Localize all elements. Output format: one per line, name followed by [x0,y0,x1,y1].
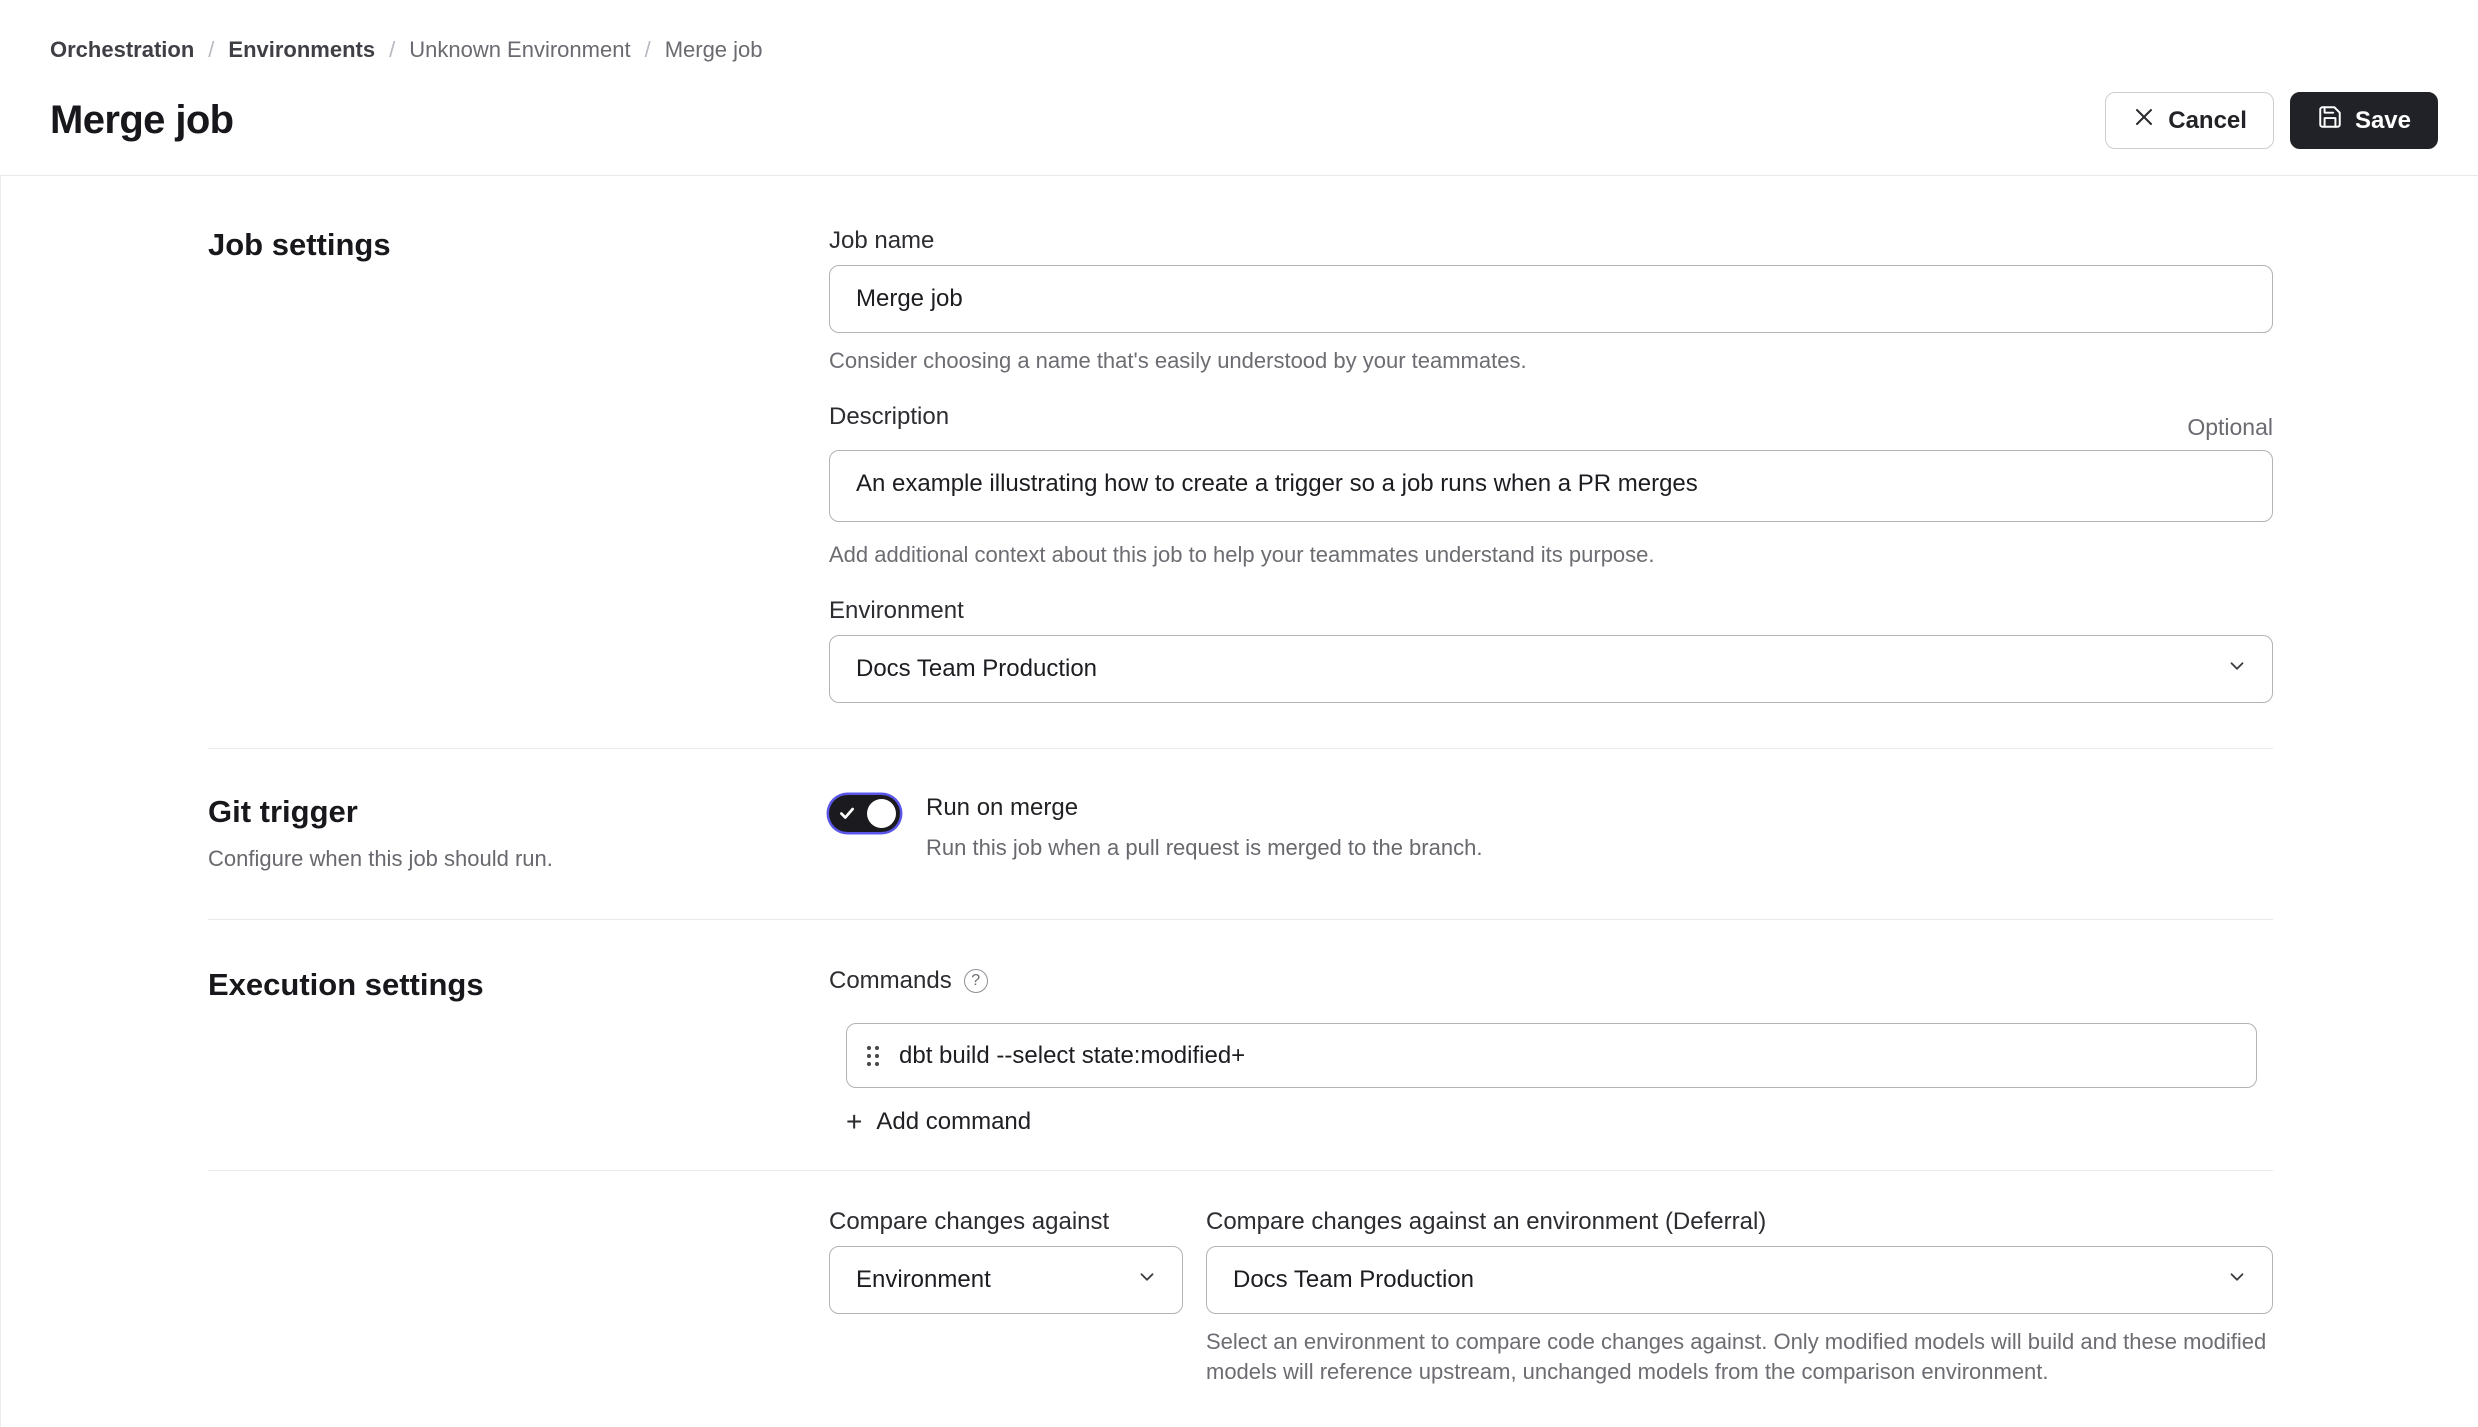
chevron-down-icon [2226,1266,2248,1295]
section-git-trigger [1,749,2478,919]
command-row[interactable] [846,1023,2257,1088]
git-trigger-heading: Git trigger [208,794,358,829]
deferral-helper: Select an environment to compare code changes against. Only modified models will build and these modified models will reference upstream, unchanged models from the comparison environment. [1206,1329,2267,1384]
description-optional-badge: Optional [2187,414,2273,440]
job-name-input[interactable] [829,265,2273,333]
cancel-button-label: Cancel [2168,106,2247,134]
help-icon[interactable]: ? [964,969,988,993]
breadcrumb-unknown-environment[interactable]: Unknown Environment [409,37,631,62]
compare-against-field-group [829,1207,1183,1387]
section-execution-settings [1,920,2478,1170]
deferral-field-group [1206,1207,2273,1387]
plus-icon: + [846,1106,863,1137]
compare-against-label: Compare changes against [829,1208,1110,1235]
breadcrumb [50,36,2438,64]
chevron-down-icon [1136,1266,1158,1295]
save-icon [2317,104,2343,137]
breadcrumb-orchestration[interactable]: Orchestration [50,37,195,62]
git-trigger-subheading: Configure when this job should run. [208,846,553,871]
run-on-merge-label: Run on merge [926,794,1079,821]
close-icon [2132,105,2156,136]
add-command-button[interactable] [846,1108,1031,1136]
environment-field-group [829,596,2273,703]
commands-label: Commands [829,967,952,994]
environment-select-value: Docs Team Production [856,655,1098,682]
drag-handle-icon[interactable] [867,1046,879,1066]
header-actions [2105,92,2438,149]
run-on-merge-toggle[interactable] [829,795,900,832]
description-field-group [829,402,2273,570]
deferral-select-value: Docs Team Production [1233,1266,1475,1293]
job-settings-form [0,176,2478,1427]
job-name-helper: Consider choosing a name that's easily understood by your teammates. [829,348,1527,373]
breadcrumb-separator: / [644,37,651,62]
save-button-label: Save [2354,106,2411,134]
environment-label: Environment [829,597,964,624]
command-text[interactable]: dbt build --select state:modified+ [899,1041,1246,1069]
commands-label-row [829,966,2273,996]
breadcrumb-separator: / [208,37,215,62]
breadcrumb-separator: / [389,37,396,62]
job-name-label: Job name [829,227,935,254]
section-job-settings [1,176,2478,748]
cancel-button[interactable] [2105,92,2274,149]
description-label: Description [829,403,950,430]
description-helper: Add additional context about this job to help your teammates understand its purpose. [829,542,1655,567]
environment-select[interactable] [829,635,2273,703]
section-compare-changes [1,1171,2478,1427]
job-settings-heading: Job settings [208,227,391,262]
compare-against-select[interactable] [829,1246,1183,1314]
execution-settings-heading: Execution settings [208,967,484,1002]
toggle-knob [867,799,896,828]
add-command-label: Add command [876,1108,1032,1135]
job-name-field-group [829,226,2273,376]
description-textarea[interactable] [829,450,2273,522]
page-title: Merge job [50,98,234,142]
check-icon [838,804,856,827]
compare-against-select-value: Environment [856,1266,991,1293]
breadcrumb-current-merge-job: Merge job [664,37,763,62]
page-header [0,0,2478,175]
save-button[interactable] [2290,92,2438,149]
run-on-merge-row [829,793,2273,862]
deferral-label: Compare changes against an environment (Deferral) [1206,1208,1767,1235]
breadcrumb-environments[interactable]: Environments [228,37,376,62]
chevron-down-icon [2226,655,2248,684]
deferral-select[interactable] [1206,1246,2273,1314]
run-on-merge-description: Run this job when a pull request is merged to the branch. [926,835,1483,860]
